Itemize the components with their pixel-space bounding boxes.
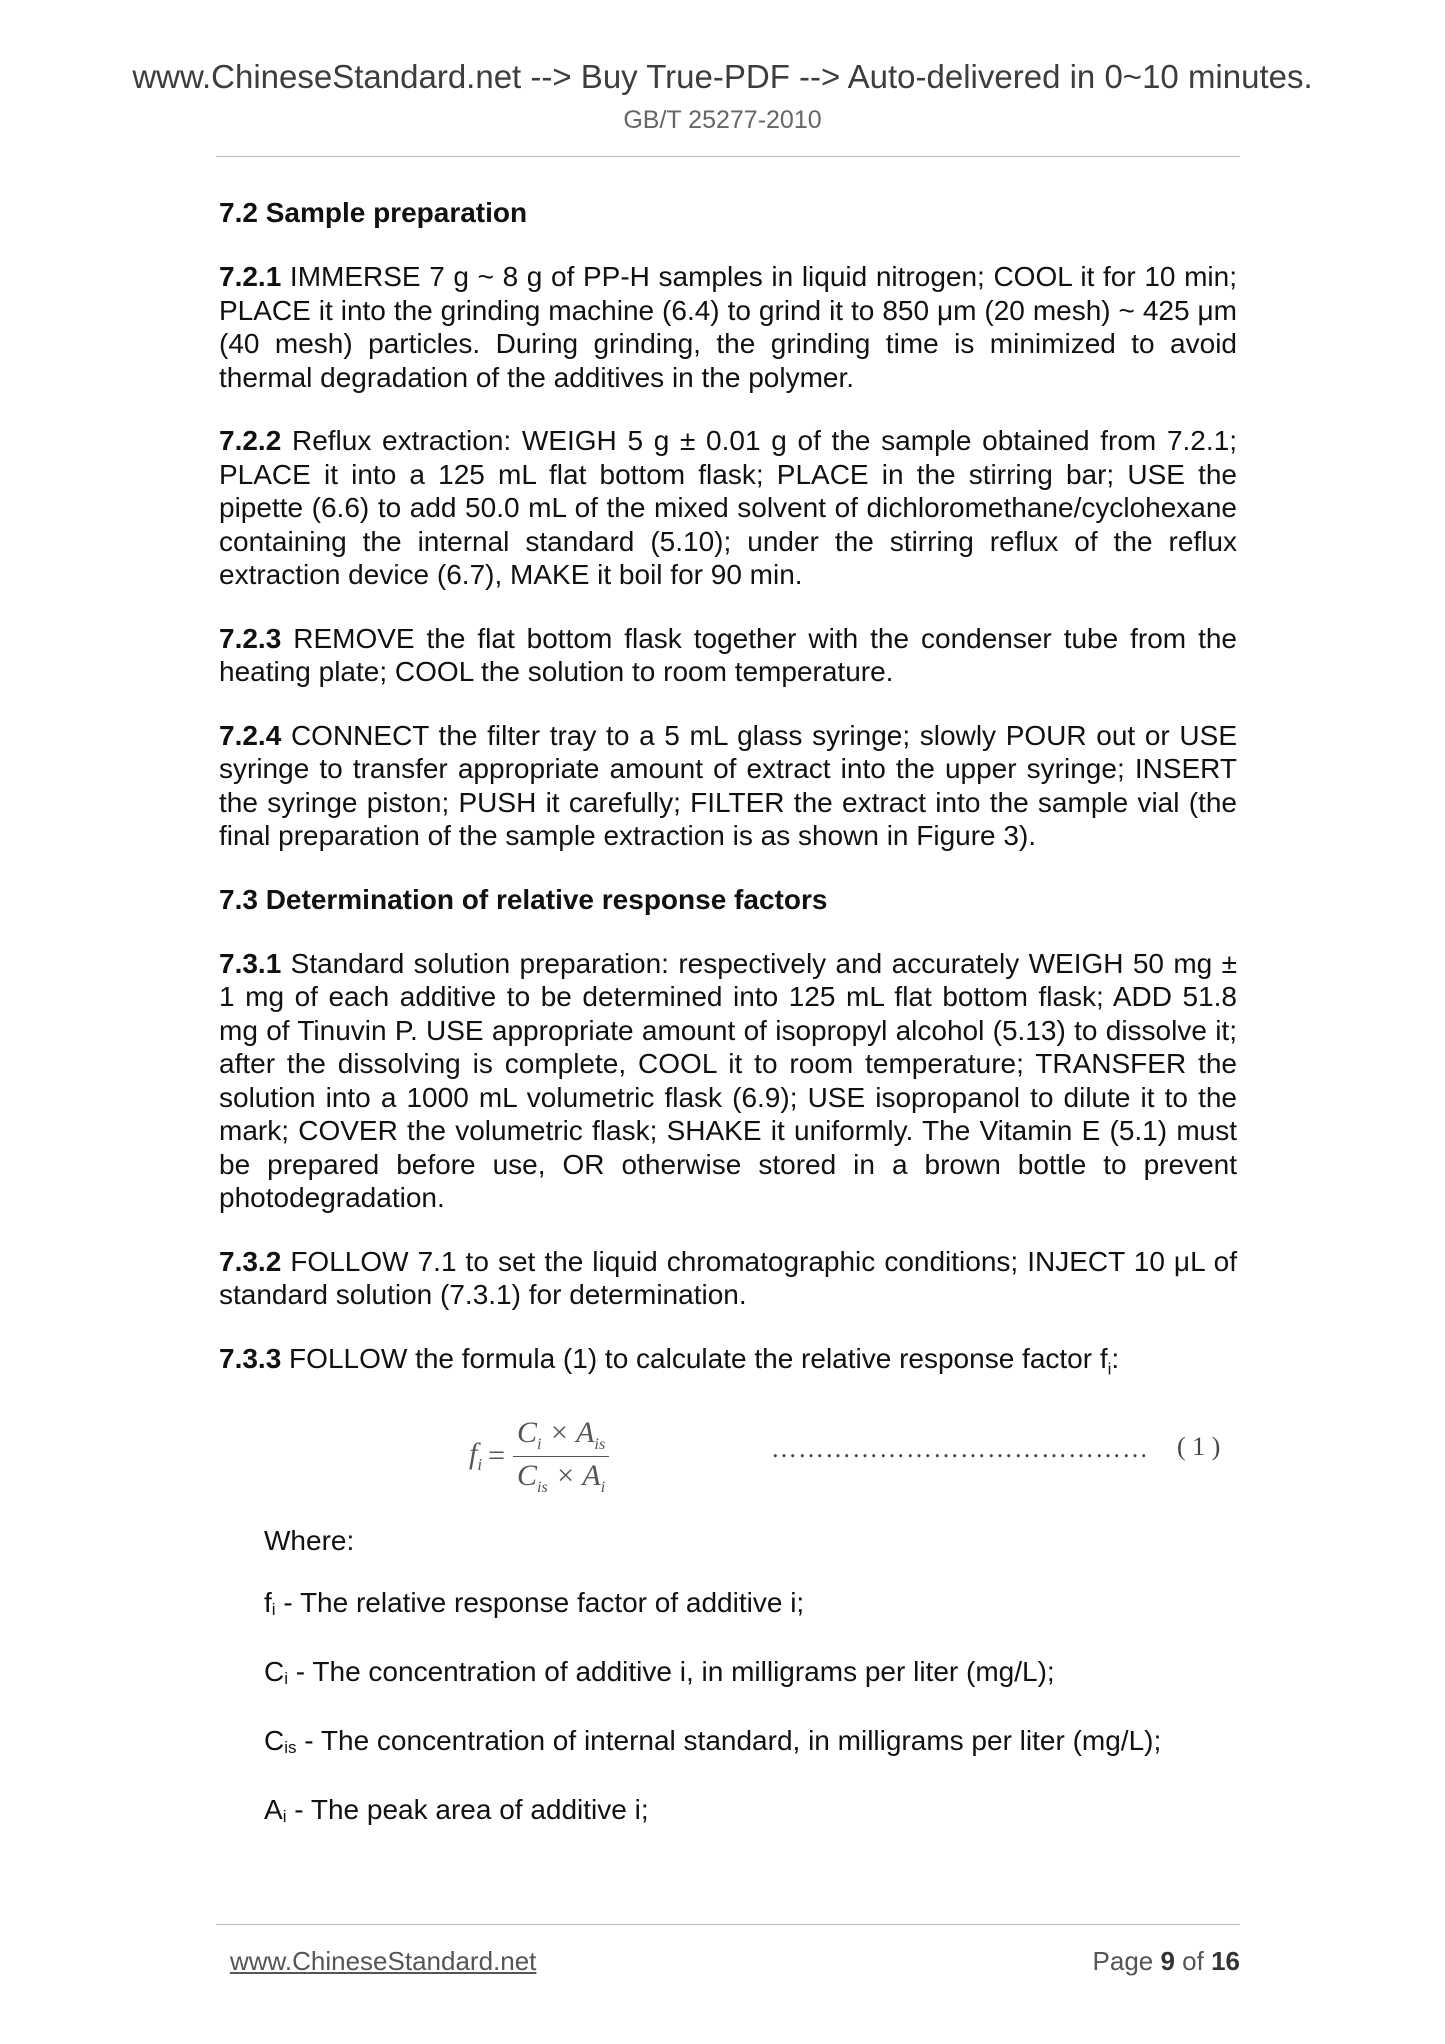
document-body: [219, 196, 1237, 1862]
page-of-label: of: [1174, 1946, 1212, 1976]
symbol: × A: [555, 1458, 601, 1492]
paragraph-text: IMMERSE 7 g ~ 8 g of PP-H samples in liquid nitrogen; COOL it for 10 min; PLACE it into the grinding machine (6.4) to grind it to 850 μm (20 mesh) ~ 425 μm (40 mesh) particles. During grinding, the grinding time is minimized to avoid thermal degradation of the additives in the polymer.: [219, 261, 1237, 393]
footer-divider: [216, 1924, 1240, 1925]
symbol: A: [264, 1793, 283, 1825]
symbol: C: [264, 1655, 285, 1687]
subscript: i: [537, 1435, 542, 1453]
clause-number: 7.2.2: [219, 425, 282, 456]
section-heading-7-2: 7.2 Sample preparation: [219, 197, 528, 228]
paragraph-7-2-3: [219, 622, 1237, 689]
symbol: C: [264, 1724, 285, 1756]
paragraph-end: :: [1111, 1342, 1120, 1374]
clause-number: 7.2.3: [219, 622, 282, 654]
clause-number: 7.2.1: [219, 261, 282, 292]
subscript: is: [594, 1435, 606, 1453]
symbol: f: [264, 1586, 272, 1618]
subscript: i: [477, 1455, 483, 1475]
paragraph-text: REMOVE the flat bottom flask together with the condenser tube from the heating plate; COOL the solution to room temperature.: [219, 622, 1237, 687]
header-site-banner: www.ChineseStandard.net --> Buy True-PDF --> Auto-delivered in 0~10 minutes.: [132, 58, 1313, 95]
clause-number: 7.3.3: [219, 1342, 282, 1374]
symbol: C: [517, 1415, 538, 1449]
page-total: 16: [1211, 1946, 1240, 1976]
section-heading-7-3: 7.3 Determination of relative response factors: [219, 883, 828, 915]
paragraph-7-3-2: [219, 1245, 1237, 1312]
subscript: i: [600, 1478, 606, 1496]
definition-text: - The peak area of additive i;: [286, 1793, 649, 1825]
page-label: Page: [1092, 1946, 1161, 1976]
definition-ci: [264, 1655, 1237, 1696]
paragraph-7-3-1: [219, 947, 1237, 1215]
formula-expression: [469, 1416, 609, 1497]
subscript: i: [284, 1668, 289, 1688]
formula-number: ( 1 ): [1177, 1431, 1221, 1461]
definition-fi: [264, 1586, 1237, 1627]
clause-number: 7.2.4: [219, 719, 282, 751]
definition-text: - The relative response factor of additive i;: [275, 1586, 805, 1618]
fraction-denominator: [513, 1457, 609, 1497]
paragraph-text: Standard solution preparation: respectively and accurately WEIGH 50 mg ± 1 mg of each additive to be determined into 125 mL flat bottom flask; ADD 51.8 mg of Tinuvin P. USE appropriate amount of isopropyl alcohol (5.13) to dissolve it; after the dissolving is complete, COOL it to room temperature; TRANSFER the solution into a 1000 mL volumetric flask (6.9); USE isopropanol to dilute it to the mark; COVER the volumetric flask; SHAKE it uniformly. The Vitamin E (5.1) must be prepared before use, OR otherwise stored in a brown bottle to prevent photodegradation.: [219, 947, 1237, 1213]
paragraph-text: FOLLOW 7.1 to set the liquid chromatographic conditions; INJECT 10 μL of standard solution (7.3.1) for determination.: [219, 1245, 1237, 1310]
paragraph-7-2-4: [219, 719, 1237, 853]
formula-lhs: [469, 1437, 482, 1475]
symbol: × A: [548, 1415, 595, 1449]
definition-text: - The concentration of additive i, in milligrams per liter (mg/L);: [288, 1655, 1055, 1687]
subscript: i: [282, 1806, 287, 1826]
formula-fraction: [513, 1416, 609, 1497]
subscript: i: [271, 1599, 276, 1619]
symbol: C: [517, 1458, 538, 1492]
paragraph-text: Reflux extraction: WEIGH 5 g ± 0.01 g of the sample obtained from 7.2.1; PLACE it into a 125 mL flat bottom flask; PLACE in the stirring bar; USE the pipette (6.6) to add 50.0 mL of the mixed solvent of dichloromethane/cyclohexane containing the internal standard (5.10); under the stirring reflux of the reflux extraction device (6.7), MAKE it boil for 90 min.: [219, 425, 1237, 590]
page-number: 9: [1160, 1946, 1175, 1976]
definition-text: - The concentration of internal standard, in milligrams per liter (mg/L);: [296, 1724, 1162, 1756]
formula-leader-dots: ……………………………………: [771, 1433, 1149, 1463]
page-indicator: [1093, 1946, 1240, 1977]
footer-site-link[interactable]: www.ChineseStandard.net: [230, 1946, 537, 1976]
header-divider: [216, 156, 1240, 157]
paragraph-7-2-2: [219, 424, 1237, 592]
subscript: is: [284, 1737, 297, 1757]
definition-cis: [264, 1724, 1237, 1765]
where-label: Where:: [264, 1524, 355, 1556]
definition-ai: [264, 1793, 1237, 1834]
clause-number: 7.3.1: [219, 947, 282, 979]
subscript: is: [537, 1478, 548, 1496]
paragraph-7-3-3: [219, 1342, 1237, 1386]
equals-sign: =: [488, 1439, 505, 1473]
header-standard-number: GB/T 25277-2010: [623, 106, 822, 134]
subscript: i: [1107, 1359, 1112, 1379]
paragraph-text: CONNECT the filter tray to a 5 mL glass syringe; slowly POUR out or USE syringe to transfer appropriate amount of extract into the upper syringe; INSERT the syringe piston; PUSH it carefully; FILTER the extract into the sample vial (the final preparation of the sample extraction is as shown in Figure 3).: [219, 719, 1237, 851]
paragraph-text: FOLLOW the formula (1) to calculate the relative response factor f: [281, 1342, 1108, 1374]
paragraph-7-2-1: [219, 260, 1237, 394]
fraction-numerator: [513, 1416, 609, 1457]
clause-number: 7.3.2: [219, 1245, 282, 1277]
symbol-f: f: [469, 1437, 478, 1471]
formula-1: [219, 1416, 1237, 1494]
